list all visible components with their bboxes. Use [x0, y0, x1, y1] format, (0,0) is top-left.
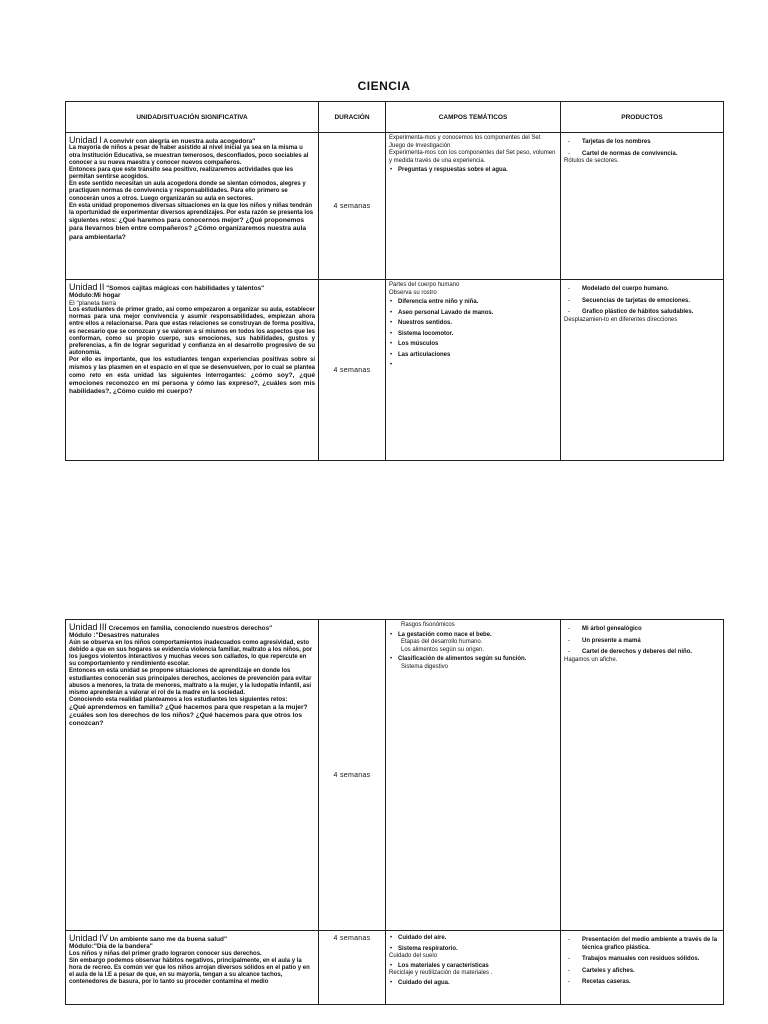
unit-module: Módulo :"Desastres naturales [69, 632, 160, 640]
unit-word: Unidad [69, 933, 98, 943]
unit-paragraph: En esta unidad proponemos diversas situaciones en la que los niños y niñas tendrán la oportunidad de experimentar diversos aprendizajes. Por esta razón se presenta los siguientes retos: [69, 202, 314, 225]
unit-2-body [69, 307, 315, 396]
unit-4-situation [66, 931, 319, 1005]
unit-3-duration: 4 semanas [319, 620, 386, 931]
unit-3-situation [66, 620, 319, 931]
unit-paragraph: Sin embargo podemos observar hábitos negativos, principalmente, en el aula y la hora de recreo. Es común ver que los niños arrojan diversos sólidos en el patio y en el aula de la I.E a pesar de que, en su mayoría, tengan a su alcance tachos, contenedores de basura, por lo tanto su proceder contamina el medio [69, 957, 310, 986]
unit-word: Unidad [69, 135, 98, 145]
unit-paragraph: Por ello es importante, que los estudiantes tengan experiencias positivas sobre sí mismos y las plasmen en el espacio en el que se desenvuelven, por lo cual se plantea como reto en esta unidad las siguientes interrogantes: [69, 357, 315, 379]
unit-row-2 [66, 280, 724, 461]
campos-list [389, 167, 557, 175]
unit-numeral: II [99, 282, 105, 292]
unit-title: A convivir con alegría en nuestra aula acogedora" [103, 138, 256, 145]
header-productos: PRODUCTOS [561, 102, 724, 133]
unit-numeral: IV [99, 933, 108, 943]
unit-paragraph: Los estudiantes de primer grado, así como empezaron a organizar su aula, establecer normas para una mejor convivencia y asumir responsabilidades, empiezan ahora entre ellos a relacionarse. Para que estas relaciones se construyan de forma positiva, es necesario que se conozcan y se valoren a sí mismos en todos los aspectos que les conforman, como su propio cuerpo, sus emociones, sus habilidades, gustos y preferencias, a fin de lograr seguridad y confianza en el desarrollo progresivo de su autonomía. [69, 307, 315, 357]
unit-paragraph: Los niños y niñas del primer grado lograron conocer sus derechos. [69, 950, 262, 957]
unit-module: Módulo:Mi hogar [69, 292, 121, 300]
unit-questions: ¿cómo soy?, ¿qué emociones reconozco en mi persona y cómo las expreso?, ¿cuáles son mis habilidades?, ¿Cómo cuido mi cuerpo? [69, 371, 315, 396]
unit-3-campos [386, 620, 561, 931]
campo-item: • Sistema respiratorio. [398, 946, 557, 954]
unit-paragraph: Entonces en esta unidad se propone situaciones de aprendizaje en donde los estudiantes conocerán sus principales derechos, acciones de prevención para evitar abusos a menores, la trata de menores, maltrato a la mujer, y la ludopatía infantil, así mismo aprenderán a valorar el rol de la madre en la sociedad. [69, 668, 312, 697]
header-row [66, 102, 724, 133]
unit-title: Un ambiente sano me da buena salud" [109, 936, 227, 943]
unit-4-heading [69, 933, 315, 943]
campo-item: • Las articulaciones [398, 352, 557, 360]
campo-item: • Los músculos [398, 341, 557, 349]
producto-item: - Presentación del medio ambiente a través de la técnica grafico plástica. [574, 937, 720, 952]
campo-item: • Preguntas y respuestas sobre el agua. [398, 167, 557, 175]
campo-text: Sistema digestivo [401, 663, 449, 670]
producto-item: - Cartel de normas de convivencia. [574, 151, 720, 159]
unit-row-3 [66, 620, 724, 931]
campo-item: • Nuestros sentidos. [398, 320, 557, 328]
unit-1-campos [386, 133, 561, 280]
unit-paragraph: En este sentido necesitan un aula acogedora donde se sientan cómodos, alegres y practiquen normas de convivencia y responsabilidades. Para ello primero se conocerán unos a otros. Luego organizarán su aula en sectores. [69, 181, 306, 202]
unit-4-body [69, 951, 315, 987]
campos-list [389, 632, 557, 640]
producto-text: Rótulos de sectores. [564, 158, 619, 164]
campos-list [389, 980, 557, 988]
producto-item: - Carteles y afiches. [574, 968, 720, 976]
campo-item: • Cuidado del aire. [398, 935, 557, 943]
campo-text: Experimenta-mos y conocemos los componentes del Set Juego de Investigación [389, 135, 541, 149]
unit-2-productos [561, 280, 724, 461]
producto-item: - Mi árbol genealógico [574, 626, 720, 634]
unit-1-situation [66, 133, 319, 280]
unit-3-body [69, 640, 315, 728]
productos-list [564, 286, 720, 317]
unit-1-heading [69, 135, 315, 145]
units-table-top [65, 101, 724, 461]
unit-word: Unidad [69, 622, 98, 632]
campo-text: Observa su rostro [389, 289, 437, 296]
campo-item: • Cuidado del agua. [398, 980, 557, 988]
campo-text: Etapas del desarrollo humano. [401, 639, 483, 645]
campo-text: Partes del cuerpo humano [389, 282, 460, 288]
producto-text: Desplazamien-to en diferentes direcciones [564, 316, 678, 323]
unit-1-body [69, 145, 315, 241]
unit-numeral: III [99, 622, 107, 632]
unit-2-heading [69, 282, 315, 292]
campo-item: • Aseo personal Lavado de manos. [398, 310, 557, 318]
campos-list [389, 963, 557, 971]
header-campos: CAMPOS TEMÁTICOS [386, 102, 561, 133]
producto-item: - Cartel de derechos y deberes del niño. [574, 649, 720, 657]
unit-1-duration: 4 semanas [319, 133, 386, 280]
campo-item: • Sistema locomotor. [398, 331, 557, 339]
campo-text: Rasgos fisonómicos [401, 622, 455, 628]
unit-4-duration: 4 semanas [319, 931, 386, 1005]
unit-numeral: I [99, 135, 102, 145]
productos-list [564, 937, 720, 987]
unit-subline: El "planeta tierra [69, 299, 117, 307]
campo-item-empty [398, 362, 557, 369]
producto-item: - Un presente a mamá [574, 638, 720, 646]
producto-text: Hagamos un afiche. [564, 656, 618, 663]
unit-3-productos [561, 620, 724, 931]
unit-questions: ¿Qué haremos para conocernos mejor? ¿Qué proponemos para llevarnos bien entre compañeros? ¿Cómo organizaremos nuestra aula para ambientarla? [69, 217, 307, 241]
campos-list [389, 935, 557, 953]
producto-item: - Recetas caseras. [574, 979, 720, 987]
campo-text: Reciclaje y reutilización de materiales . [389, 970, 493, 976]
producto-item: - Secuencias de tarjetas de emociones. [574, 298, 720, 306]
campos-list [389, 656, 557, 664]
producto-item: - Tarjetas de los nombres [574, 139, 720, 147]
header-unidad: UNIDAD/SITUACIÓN SIGNIFICATIVA [66, 102, 319, 133]
unit-row-4 [66, 931, 724, 1005]
campos-list [389, 299, 557, 369]
unit-title: Crecemos en familia, conociendo nuestros derechos" [108, 625, 273, 632]
unit-2-campos [386, 280, 561, 461]
campo-item: • Diferencia entre niño y niña. [398, 299, 557, 307]
unit-title: "Somos cajitas mágicas con habilidades y talentos" [106, 285, 265, 292]
header-duracion: DURACIÓN [319, 102, 386, 133]
unit-3-heading [69, 622, 315, 632]
unit-paragraph: Conociendo esta realidad planteamos a los estudiantes los siguientes retos: [69, 697, 288, 704]
unit-module: Módulo:"Día de la bandera" [69, 943, 153, 951]
productos-list [564, 626, 720, 657]
producto-item: - Modelado del cuerpo humano. [574, 286, 720, 294]
unit-questions: ¿Qué aprendemos en familia? ¿Qué hacemos para que respetan a la mujer? ¿cuáles son los derechos de los niños? ¿Qué hacemos para que otros los conozcan? [69, 704, 308, 728]
unit-2-situation [66, 280, 319, 461]
productos-list [564, 139, 720, 158]
campo-item: • Los materiales y características [398, 963, 557, 971]
unit-4-productos [561, 931, 724, 1005]
unit-paragraph: La mayoría de niños a pesar de haber asistido al nivel inicial ya sea en la misma u otra Institución Educativa, se muestran temerosos, desconfiados, poco sociables al conocer a su nueva maestra y conocer nuevos compañeros. [69, 145, 309, 166]
unit-1-productos [561, 133, 724, 280]
unit-paragraph: Entonces para que este tránsito sea positivo, realizaremos actividades que les permitan sentirse acogidos. [69, 166, 294, 181]
units-table-bottom [65, 619, 724, 1005]
campo-text: Los alimentos según su origen. [401, 646, 485, 653]
document-title: CIENCIA [357, 79, 411, 93]
producto-item: - Grafico plástico de hábitos saludables. [574, 309, 720, 317]
producto-item: - Trabajos manuales con residuos sólidos. [574, 956, 720, 964]
unit-word: Unidad [69, 282, 98, 292]
campo-item: • La gestación como nace el bebe. [398, 632, 557, 640]
campo-text: Cuidado del suelo [389, 953, 438, 959]
unit-4-campos [386, 931, 561, 1005]
unit-2-duration: 4 semanas [319, 280, 386, 461]
unit-row-1 [66, 133, 724, 280]
unit-paragraph: Aún se observa en los niños comportamientos inadecuados como agresividad, esto debido a que en sus hogares se evidencia violencia familiar, maltrato a los niños, por los juegos violentos interactivos y muchas veces son callados, lo que repercute en su comportamiento y rendimiento escolar. [69, 639, 313, 668]
campo-item: • Clasificación de alimentos según su función. [398, 656, 557, 664]
campo-text: Experimenta-mos con los componentes del Set peso, volumen y medida través de una experiencia. [389, 150, 556, 164]
